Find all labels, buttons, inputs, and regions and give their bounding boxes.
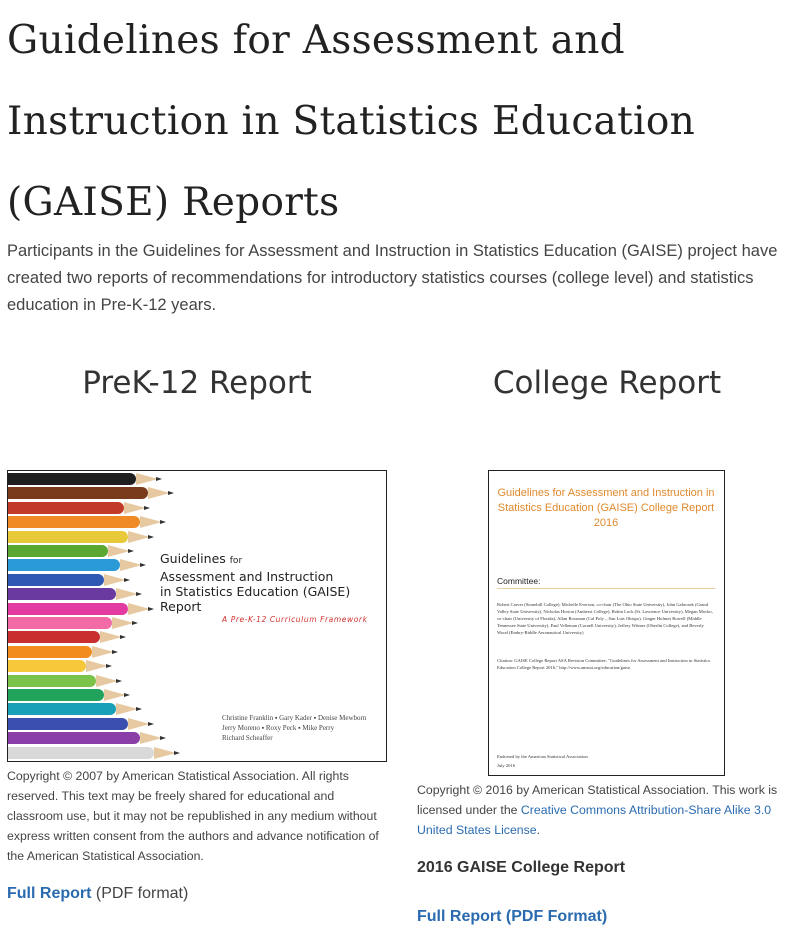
pencil-lead: [112, 650, 118, 654]
pencil-lead: [160, 520, 166, 524]
pencil-shape: [8, 718, 128, 730]
college-copyright-notice: [417, 780, 802, 840]
pencil-shape: [8, 617, 112, 629]
pencil-lead: [148, 535, 154, 539]
prek-cover-subtitle: A Pre-K-12 Curriculum Framework: [222, 615, 368, 624]
pencil-lead: [156, 477, 162, 481]
college-copyright-suffix: .: [536, 823, 541, 837]
prek-cover-line1-word: Guidelines: [160, 551, 226, 566]
pencil-shape: [8, 574, 104, 586]
pencil-shape: [8, 502, 124, 514]
pencil-lead: [106, 664, 112, 668]
pencil-tip: [140, 516, 162, 528]
pencil-shape: [8, 473, 136, 485]
pencil-tip: [140, 732, 162, 744]
prek-cover-line1-small: for: [229, 556, 243, 566]
pencil-tip: [124, 502, 146, 514]
pencil-lead: [174, 751, 180, 755]
pencil-tip: [116, 588, 138, 600]
pencil-lead: [128, 549, 134, 553]
prek-report-heading: PreK-12 Report: [82, 365, 312, 401]
prek-authors-line: Richard Scheaffer: [222, 734, 273, 742]
pencil-tip: [116, 703, 138, 715]
pencil-shape: [8, 559, 120, 571]
pencil-lead: [124, 693, 130, 697]
prek-cover-line2: Assessment and Instruction: [160, 569, 334, 584]
prek-report-cover-image[interactable]: [7, 470, 387, 762]
pencil-tip: [128, 531, 150, 543]
pencil-lead: [148, 607, 154, 611]
college-full-report-line: [417, 908, 607, 926]
pencil-shape: [8, 631, 100, 643]
pencil-shape: [8, 675, 96, 687]
pencil-tip: [148, 487, 170, 499]
pencil-tip: [108, 545, 130, 557]
prek-full-report-format: (PDF format): [91, 885, 189, 902]
pencil-tip: [128, 603, 150, 615]
pencil-lead: [136, 707, 142, 711]
cc-license-link[interactable]: Creative Commons Attribution-Share Alike 3.0 United States License: [417, 803, 772, 837]
pencil-tip: [86, 660, 108, 672]
college-copyright-prefix: Copyright © 2016 by American Statistical Association. This work is licensed under the: [417, 783, 778, 817]
pencil-lead: [140, 563, 146, 567]
pencil-shape: [8, 531, 128, 543]
college-cover-title: Guidelines for Assessment and Instruction in Statistics Education (GAISE) College Report 2016: [497, 487, 715, 529]
prek-authors-line: Christine Franklin ▪ Gary Kader ▪ Denise Mewborn: [222, 714, 367, 722]
pencil-shape: [8, 516, 140, 528]
pencil-tip: [128, 718, 150, 730]
college-cover-members: Robert Carver (Stonehill College), Michelle Everson, co-chair (The Ohio State University), John Gabrosek (Grand Valley State University), Nicholas Horton (Amherst College), Robin Lock (St. Lawrence University), Megan Mocko, co-chair (University of Florida), Allan Rossman (Cal Poly – San Luis Obispo), Ginger Holmes Rowell (Middle Tennessee State University), Paul Velleman (Cornell University), Jeffrey Witmer (Oberlin College), and Beverly Wood (Embry-Riddle Aeronautical University): [497, 602, 713, 635]
prek-full-report-link[interactable]: Full Report: [7, 885, 92, 902]
college-cover-endorsed: Endorsed by the American Statistical Association: [497, 754, 588, 759]
college-full-report-link[interactable]: Full Report (PDF Format): [417, 908, 608, 925]
college-report-title: 2016 GAISE College Report: [417, 859, 626, 876]
college-report-cover-image[interactable]: [488, 470, 725, 776]
college-cover-divider: [497, 588, 715, 589]
prek-cover-line3: in Statistics Education (GAISE) Report: [160, 584, 351, 614]
intro-paragraph: Participants in the Guidelines for Assessment and Instruction in Statistics Education (GAISE) project have created two reports of recommendations for introductory statistics courses (college level) and statistics education in Pre-K-12 years.: [7, 242, 778, 314]
pencil-shape: [8, 588, 116, 600]
pencil-tip: [104, 689, 126, 701]
prek-authors-line: Jerry Moreno ▪ Roxy Peck ▪ Mike Perry: [222, 724, 335, 732]
pencil-lead: [116, 679, 122, 683]
pencil-shape: [8, 603, 128, 615]
pencil-lead: [132, 621, 138, 625]
college-cover-committee-label: Committee:: [497, 576, 541, 586]
pencil-tip: [120, 559, 142, 571]
prek-full-report-line: [7, 885, 188, 903]
pencil-tip: [96, 675, 118, 687]
pencil-tip: [92, 646, 114, 658]
pencil-tip: [112, 617, 134, 629]
pencil-tip: [100, 631, 122, 643]
college-cover-date: July 2016: [497, 763, 515, 768]
pencil-shape: [8, 689, 104, 701]
pencil-shape: [8, 646, 92, 658]
prek-cover-authors: [222, 713, 384, 743]
pencil-shape: [8, 487, 148, 499]
college-report-heading: College Report: [492, 365, 722, 401]
prek-cover-title: [160, 551, 384, 624]
pencil-lead: [136, 592, 142, 596]
pencil-shape: [8, 545, 108, 557]
pencil-lead: [148, 722, 154, 726]
pencil-tip: [104, 574, 126, 586]
pencil-tip: [154, 747, 176, 759]
prek-copyright-notice: Copyright © 2007 by American Statistical Association. All rights reserved. This text may be freely shared for educational and classroom use, but it may not be republished in any medium without express written consent from the authors and advance notification of the American Statistical Association.: [7, 769, 379, 863]
pencil-shape: [8, 660, 86, 672]
pencil-lead: [124, 578, 130, 582]
pencil-tip: [136, 473, 158, 485]
college-cover-citation: Citation: GAISE College Report ASA Revision Committee, "Guidelines for Assessment and Instruction in Statistics Education College Report 2016," http://www.amstat.org/education/gaise.: [497, 658, 711, 670]
pencil-lead: [168, 491, 174, 495]
pencil-shape: [8, 703, 116, 715]
pencil-shape: [8, 747, 154, 759]
pencil-lead: [160, 736, 166, 740]
page-title: Guidelines for Assessment and Instruction in Statistics Education (GAISE) Reports: [7, 18, 696, 225]
pencil-lead: [144, 506, 150, 510]
pencil-lead: [120, 635, 126, 639]
pencil-shape: [8, 732, 140, 744]
